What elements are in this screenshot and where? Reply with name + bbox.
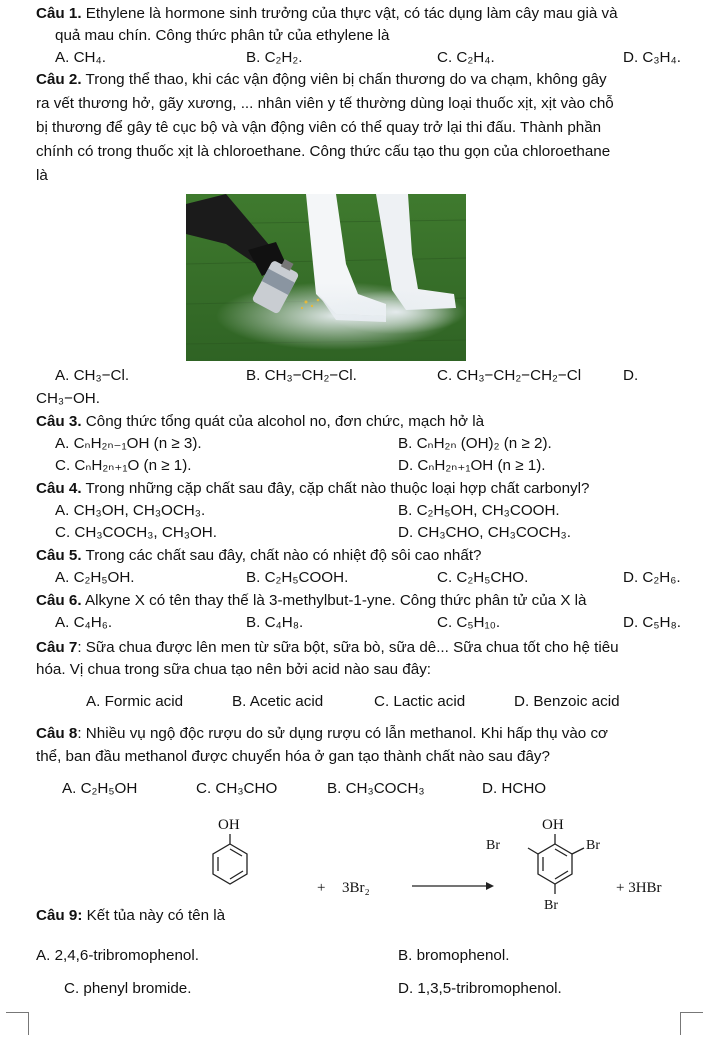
q9-label: Câu 9: xyxy=(36,907,83,924)
q9-stem: Câu 9: Kết tủa này có tên là xyxy=(36,907,226,924)
q2-stem-line4: chính có trong thuốc xịt là chloroethane. Công thức cấu tạo thu gọn của chloroethane xyxy=(36,143,611,160)
q6-stem: Câu 6. Alkyne X có tên thay thế là 3-methylbut-1-yne. Công thức phân tử của X là xyxy=(36,592,587,609)
q2-option-b[interactable]: B. CH₃−CH₂−Cl. xyxy=(246,367,357,384)
q2-option-a[interactable]: A. CH₃−Cl. xyxy=(55,367,130,384)
q7-stem-line1: Câu 7: Sữa chua được lên men từ sữa bột, sữa bò, sữa dê... Sữa chua tốt cho hệ tiêu xyxy=(36,639,619,656)
q1-stem-line1: Câu 1. Ethylene là hormone sinh trưởng của thực vật, có tác dụng làm cây mau già và xyxy=(36,5,618,22)
q9-option-a[interactable]: A. 2,4,6-tribromophenol. xyxy=(36,947,199,964)
q8-option-d[interactable]: D. HCHO xyxy=(482,780,547,797)
phenol-oh-label: OH xyxy=(218,817,240,833)
q1-option-d[interactable]: D. C₃H₄. xyxy=(623,49,681,66)
q2-option-d[interactable]: D. xyxy=(623,367,639,384)
q5-option-a[interactable]: A. C₂H₅OH. xyxy=(55,569,135,586)
hbr-product: + 3HBr xyxy=(616,880,662,896)
br-right-label: Br xyxy=(586,838,600,853)
q2-stem-line3: bị thương để gây tê cục bộ và vận động viên có thể quay trở lại thi đấu. Thành phần xyxy=(36,119,602,136)
q2-stem-line2: ra vết thương hở, gãy xương, ... nhân viên y tế thường dùng loại thuốc xịt, xịt vào chỗ xyxy=(36,95,614,112)
q4-option-d[interactable]: D. CH₃CHO, CH₃COCH₃. xyxy=(398,524,571,541)
bromine-reagent: 3Br₂ xyxy=(342,880,370,896)
br-left-label: Br xyxy=(486,838,500,853)
q8-option-c[interactable]: C. CH₃CHO xyxy=(196,780,278,797)
corner-mark-right xyxy=(680,1012,703,1035)
q2-option-c[interactable]: C. CH₃−CH₂−CH₂−Cl xyxy=(437,367,582,384)
q6-option-c[interactable]: C. C₅H₁₀. xyxy=(437,614,501,631)
q5-option-c[interactable]: C. C₂H₅CHO. xyxy=(437,569,529,586)
q6-label: Câu 6. xyxy=(36,592,82,609)
q8-stem-line1: Câu 8: Nhiều vụ ngộ độc rượu do sử dụng rượu có lẫn methanol. Khi hấp thụ vào cơ xyxy=(36,725,609,742)
reaction-arrow xyxy=(412,882,494,890)
q2-stem-line1: Câu 2. Trong thể thao, khi các vận động viên bị chấn thương do va chạm, không gây xyxy=(36,71,607,88)
q4-option-b[interactable]: B. C₂H₅OH, CH₃COOH. xyxy=(398,502,560,519)
plus-sign: + xyxy=(317,880,326,896)
q7-option-a[interactable]: A. Formic acid xyxy=(86,693,184,710)
q3-option-d[interactable]: D. CₙH₂ₙ₊₁OH (n ≥ 1). xyxy=(398,457,546,474)
q1-option-a[interactable]: A. CH₄. xyxy=(55,49,106,66)
q9-option-d[interactable]: D. 1,3,5-tribromophenol. xyxy=(398,980,562,997)
product-oh-label: OH xyxy=(542,817,564,833)
q6-option-d[interactable]: D. C₅H₈. xyxy=(623,614,681,631)
q5-label: Câu 5. xyxy=(36,547,82,564)
q5-option-b[interactable]: B. C₂H₅COOH. xyxy=(246,569,349,586)
q3-label: Câu 3. xyxy=(36,413,82,430)
q2-label: Câu 2. xyxy=(36,71,82,88)
q4-option-c[interactable]: C. CH₃COCH₃, CH₃OH. xyxy=(55,524,217,541)
q6-option-b[interactable]: B. C₄H₈. xyxy=(246,614,304,631)
q9-reaction-diagram xyxy=(190,812,700,932)
reaction-structures xyxy=(190,812,700,932)
phenol-ring xyxy=(213,834,247,884)
q1-option-b[interactable]: B. C₂H₂. xyxy=(246,49,303,66)
q1-stem-line2: quả mau chín. Công thức phân tử của ethylene là xyxy=(55,27,390,44)
q7-option-b[interactable]: B. Acetic acid xyxy=(232,693,324,710)
q1-label: Câu 1. xyxy=(36,5,82,22)
q2-option-d-continued: CH₃−OH. xyxy=(36,390,100,407)
q3-option-c[interactable]: C. CₙH₂ₙ₊₁O (n ≥ 1). xyxy=(55,457,192,474)
q3-option-b[interactable]: B. CₙH₂ₙ (OH)₂ (n ≥ 2). xyxy=(398,435,552,452)
q6-option-a[interactable]: A. C₄H₆. xyxy=(55,614,113,631)
corner-mark-left xyxy=(6,1012,29,1035)
br-bottom-label: Br xyxy=(544,898,558,913)
tribromophenol-ring xyxy=(528,834,584,894)
q9-option-b[interactable]: B. bromophenol. xyxy=(398,947,510,964)
q3-stem: Câu 3. Công thức tổng quát của alcohol no, đơn chức, mạch hở là xyxy=(36,413,485,430)
q8-option-a[interactable]: A. C₂H₅OH xyxy=(62,780,138,797)
q5-option-d[interactable]: D. C₂H₆. xyxy=(623,569,681,586)
q8-label: Câu 8 xyxy=(36,725,78,742)
q3-option-a[interactable]: A. CₙH₂ₙ₋₁OH (n ≥ 3). xyxy=(55,435,202,452)
q8-option-b[interactable]: B. CH₃COCH₃ xyxy=(327,780,425,797)
q7-option-d[interactable]: D. Benzoic acid xyxy=(514,693,620,710)
q8-stem-line2: thể, ban đầu methanol được chuyển hóa ở gan tạo thành chất nào sau đây? xyxy=(36,748,550,765)
q9-option-c[interactable]: C. phenyl bromide. xyxy=(64,980,192,997)
q1-option-c[interactable]: C. C₂H₄. xyxy=(437,49,495,66)
q7-stem-line2: hóa. Vị chua trong sữa chua tạo nên bởi acid nào sau đây: xyxy=(36,661,432,678)
q5-stem: Câu 5. Trong các chất sau đây, chất nào có nhiệt độ sôi cao nhất? xyxy=(36,547,482,564)
q2-stem-line5: là xyxy=(36,167,48,184)
injury-spray-photo xyxy=(186,194,466,361)
q7-label: Câu 7 xyxy=(36,639,78,656)
q4-label: Câu 4. xyxy=(36,480,82,497)
q7-option-c[interactable]: C. Lactic acid xyxy=(374,693,466,710)
q4-option-a[interactable]: A. CH₃OH, CH₃OCH₃. xyxy=(55,502,206,519)
q4-stem: Câu 4. Trong những cặp chất sau đây, cặp chất nào thuộc loại hợp chất carbonyl? xyxy=(36,480,590,497)
